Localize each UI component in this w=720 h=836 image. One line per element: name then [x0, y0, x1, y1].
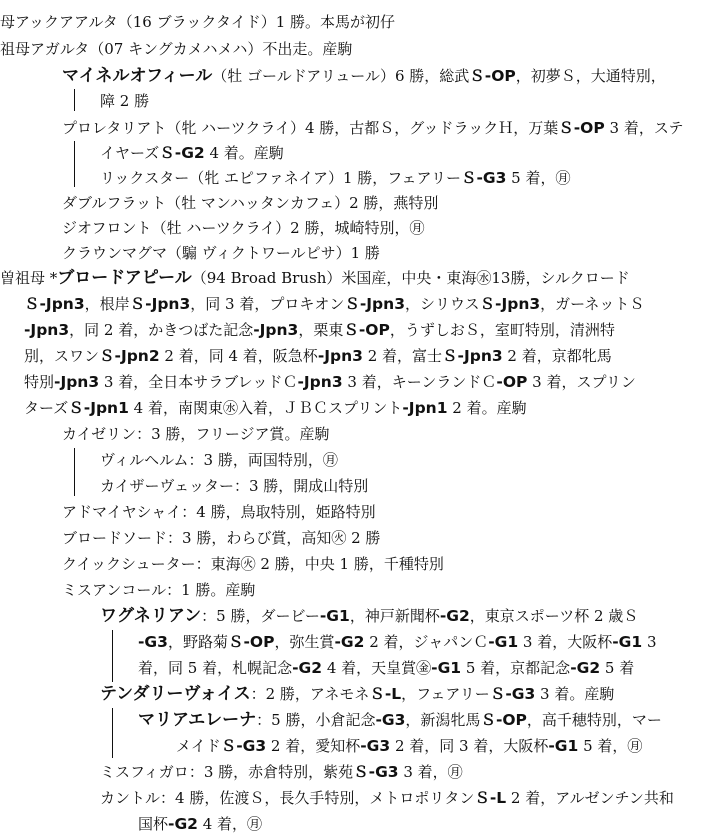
pedigree-line [62, 422, 720, 446]
race-grade: Ｓ-OP [480, 711, 527, 729]
race-grade: -G1 [548, 737, 579, 755]
line-text: ：3 勝，赤倉特別，紫苑 [188, 763, 354, 781]
line-text: 5 着，京都記念 [461, 659, 571, 677]
line-text: ，神戸新聞杯 [349, 607, 440, 625]
line-text: 2 着，同 4 着，阪急杯 [159, 347, 318, 365]
pedigree-line [138, 656, 720, 680]
line-text: メイド [176, 737, 221, 755]
line-text: 2 着，京都牝馬 [502, 347, 612, 365]
tree-connector [74, 448, 75, 496]
line-text: 4 着，㊊ [197, 815, 263, 833]
line-text: ミスアンコール：1 勝。産駒 [62, 581, 256, 599]
race-grade: -G1 [319, 607, 350, 625]
line-text: 国杯 [138, 815, 169, 833]
race-grade: -G1 [612, 633, 643, 651]
line-text: 2 着。産駒 [447, 399, 527, 417]
horse-name: ダブルフラット [62, 194, 167, 212]
line-text: ：4 勝，佐渡Ｓ，長久手特別，メトロポリタン [160, 789, 475, 807]
line-text: * [49, 269, 58, 287]
line-text: ，野路菊 [167, 633, 228, 651]
race-grade: -G2 [570, 659, 601, 677]
line-text: 3 着，全日本サラブレッドＣ [99, 373, 298, 391]
line-text: 2 着，富士 [362, 347, 443, 365]
pedigree-line [24, 344, 720, 368]
line-text: （94 Broad Brush）米国産，中央・東海㊌13勝，シルクロード [191, 269, 630, 287]
race-grade: -G3 [138, 633, 168, 651]
line-text: ：5 勝，ダービー [201, 607, 320, 625]
line-text: （牝 エピファネイア）1 勝，フェアリー [189, 169, 461, 187]
line-text: 4 着，天皇賞㊎ [322, 659, 432, 677]
horse-name: リックスター [100, 169, 190, 187]
tree-connector [112, 708, 113, 758]
line-text: ，高千穂特別，マー [526, 711, 662, 729]
horse-name: 曽祖母 [0, 269, 50, 287]
pedigree-line [100, 474, 720, 498]
race-grade: Ｓ-Jpn3 [129, 295, 191, 313]
line-text: ，栗東 [298, 321, 344, 339]
race-grade: -G2 [292, 659, 323, 677]
pedigree-line [24, 396, 720, 420]
line-text: （牡 ハーツクライ）2 勝，城崎特別，㊊ [151, 219, 425, 237]
line-text: 5 着 [600, 659, 635, 677]
line-text: ，同 2 着，かきつばた記念 [69, 321, 254, 339]
horse-name-highlight: ワグネリアン [100, 606, 202, 626]
race-grade: Ｓ-L [369, 685, 402, 703]
race-grade: Ｓ-Jpn2 [99, 347, 160, 365]
race-grade: -Jpn3 [317, 347, 363, 365]
pedigree-line [138, 708, 720, 732]
line-text: 2 着，愛知杯 [266, 737, 361, 755]
race-grade: Ｓ-G3 [460, 169, 507, 187]
pedigree-line [100, 604, 720, 628]
line-text: 特別 [24, 373, 55, 391]
line-text: 3 着。産駒 [535, 685, 615, 703]
horse-name: カイザーヴェッター [100, 477, 234, 495]
line-text: 別，スワン [24, 347, 100, 365]
horse-name-highlight: テンダリーヴォイス [100, 684, 251, 704]
line-text: ，弥生賞 [274, 633, 335, 651]
horse-name: 祖母アガルタ [0, 40, 90, 58]
race-grade: Ｓ-OP [469, 67, 516, 85]
horse-name-highlight: マイネルオフィール [62, 66, 213, 86]
line-text: 4 着。産駒 [204, 144, 284, 162]
line-text: ターズ [24, 399, 69, 417]
line-text: ，フェアリー [401, 685, 490, 703]
race-grade: -Jpn3 [297, 373, 343, 391]
pedigree-line [100, 682, 720, 706]
horse-name-highlight: マリアエレーナ [138, 710, 257, 730]
pedigree-line [62, 191, 720, 215]
race-grade: Ｓ-Jpn1 [68, 399, 129, 417]
race-grade: -Jpn3 [253, 321, 299, 339]
line-text: 2 着，ジャパンＣ [364, 633, 489, 651]
horse-name: ジオフロント [62, 219, 152, 237]
tree-connector [74, 89, 75, 111]
pedigree-line [24, 292, 720, 316]
pedigree-line [100, 166, 720, 190]
line-text: 3 着，キーンランドＣ [342, 373, 497, 391]
line-text: 3 着，㊊ [398, 763, 463, 781]
race-grade: -G3 [360, 737, 391, 755]
line-text: イヤーズ [100, 144, 160, 162]
race-grade: Ｓ-G3 [489, 685, 536, 703]
horse-name: ヴィルヘルム [100, 451, 189, 469]
horse-name: アドマイヤシャイ [62, 503, 182, 521]
line-text: クラウンマグマ（騸 ヴィクトワールピサ）1 勝 [62, 244, 380, 262]
race-grade: -G2 [439, 607, 470, 625]
horse-name-highlight: ブロードアピール [57, 268, 192, 288]
line-text: 着，同 5 着，札幌記念 [138, 659, 293, 677]
pedigree-line [100, 448, 720, 472]
race-grade: -G2 [334, 633, 365, 651]
race-grade: -G1 [488, 633, 519, 651]
pedigree-line [24, 318, 720, 342]
tree-connector [74, 141, 75, 187]
line-text: ：3 勝，わらび賞，高知㊋ 2 勝 [167, 529, 381, 547]
line-text: （16 ブラックタイド）1 勝。本馬が初仔 [117, 13, 396, 31]
line-text: ：5 勝，小倉記念 [256, 711, 376, 729]
line-text: 3 着，ステ [604, 119, 684, 137]
race-grade: -G1 [431, 659, 462, 677]
race-grade: -G2 [168, 815, 198, 833]
line-text: 3 着，スプリン [527, 373, 636, 391]
pedigree-line [0, 266, 720, 290]
line-text: 5 着，㊊ [578, 737, 643, 755]
race-grade: -Jpn3 [24, 321, 70, 339]
horse-name: カントル [100, 789, 161, 807]
line-text: （牝 ハーツクライ）4 勝，古都Ｓ，グッドラックＨ，万葉 [166, 119, 559, 137]
line-text: （牡 ゴールドアリュール）6 勝，総武 [212, 67, 470, 85]
line-text: 障 2 勝 [100, 92, 150, 110]
pedigree-line [24, 370, 720, 394]
pedigree-line [0, 10, 720, 34]
race-grade: Ｓ-OP [343, 321, 390, 339]
pedigree-line [138, 630, 720, 654]
pedigree-line [62, 526, 720, 550]
race-grade: Ｓ-L [474, 789, 507, 807]
line-text: ，初夢Ｓ，大通特別， [515, 67, 666, 85]
race-grade: -OP [496, 373, 528, 391]
line-text: 2 着，同 3 着，大阪杯 [390, 737, 549, 755]
line-text: ：東海㊋ 2 勝，中央 1 勝，千種特別 [195, 555, 444, 573]
race-grade: -G3 [375, 711, 406, 729]
pedigree-line [100, 89, 720, 113]
race-grade: Ｓ-G3 [220, 737, 267, 755]
tree-connector [112, 630, 113, 682]
pedigree-line [62, 64, 720, 88]
horse-name: ミスフィガロ [100, 763, 189, 781]
line-text: 5 着，㊊ [506, 169, 571, 187]
line-text: ：3 勝，開成山特別 [233, 477, 369, 495]
pedigree-line [62, 216, 720, 240]
line-text: 2 着，アルゼンチン共和 [506, 789, 674, 807]
line-text: ：3 勝，フリージア賞。産駒 [136, 425, 330, 443]
line-text: ，根岸 [84, 295, 130, 313]
line-text: （07 キングカメハメハ）不出走。産駒 [89, 40, 353, 58]
race-grade: Ｓ-G3 [353, 763, 399, 781]
race-grade: Ｓ-G2 [159, 144, 205, 162]
pedigree-line [100, 760, 720, 784]
race-grade: Ｓ-Jpn3 [442, 347, 503, 365]
race-grade: -Jpn3 [54, 373, 100, 391]
pedigree-line [138, 812, 720, 836]
race-grade: Ｓ-Jpn3 [24, 295, 85, 313]
horse-name: プロレタリアト [62, 119, 167, 137]
pedigree-line [62, 500, 720, 524]
race-grade: Ｓ-OP [558, 119, 605, 137]
pedigree-line [62, 552, 720, 576]
line-text: 4 着，南関東㊌入着，ＪＢＣスプリント [128, 399, 403, 417]
pedigree-line [62, 116, 720, 140]
line-text: ，うずしおＳ，室町特別，清洲特 [389, 321, 615, 339]
line-text: ，同 3 着，プロキオン [190, 295, 345, 313]
pedigree-line [62, 241, 720, 265]
race-grade: Ｓ-OP [227, 633, 275, 651]
horse-name: カイゼリン [62, 425, 137, 443]
line-text: （牡 マンハッタンカフェ）2 勝，燕特別 [166, 194, 439, 212]
horse-name: 母アックアアルタ [0, 13, 118, 31]
horse-name: ブロードソード [62, 529, 168, 547]
horse-name: クイックシューター [62, 555, 196, 573]
pedigree-line [176, 734, 720, 758]
line-text: ，東京スポーツ杯 2 歳Ｓ [469, 607, 639, 625]
race-grade: Ｓ-Jpn3 [479, 295, 541, 313]
line-text: 3 [642, 633, 657, 651]
line-text: ：3 勝，両国特別，㊊ [188, 451, 338, 469]
race-grade: -Jpn1 [402, 399, 448, 417]
pedigree-line [62, 578, 720, 602]
line-text: ，ガーネットＳ [540, 295, 645, 313]
pedigree-line [100, 141, 720, 165]
line-text: ，新潟牝馬 [405, 711, 481, 729]
pedigree-line [0, 37, 720, 61]
line-text: ，シリウス [404, 295, 480, 313]
line-text: 3 着，大阪杯 [518, 633, 613, 651]
line-text: ：4 勝，鳥取特別，姫路特別 [181, 503, 376, 521]
line-text: ：2 勝，アネモネ [250, 685, 370, 703]
pedigree-line [100, 786, 720, 810]
race-grade: Ｓ-Jpn3 [344, 295, 405, 313]
